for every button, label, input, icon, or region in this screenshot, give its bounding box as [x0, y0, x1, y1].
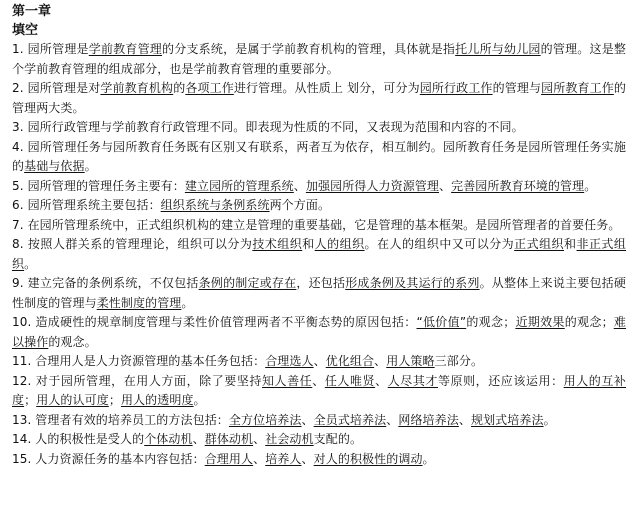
- answer-blank: 正式组织: [514, 237, 565, 251]
- answer-blank: 用人策略: [386, 354, 435, 368]
- question-text: 4. 园所管理任务与园所教育任务既有区别又有联系，两者互为依存，相互制约。园所教育任务是园所管理任务实施的: [12, 139, 626, 173]
- question-text: 13. 管理者有效的培养员工的方法包括：: [12, 412, 229, 427]
- answer-blank: 技术组织: [252, 237, 303, 251]
- question-text: 。: [584, 178, 597, 193]
- question-text: 的观念；: [564, 315, 614, 329]
- question-text: 。: [24, 256, 37, 271]
- answer-blank: 全方位培养法: [228, 412, 302, 427]
- question-text: 7. 在园所管理系统中，正式组织机构的建立是管理的重要基础，它是管理的基本框架。是园所管理者的首要任务。: [12, 217, 621, 232]
- question-text: 进行管理。从性质上 划分，可分为: [233, 81, 420, 95]
- question-text: 9. 建立完备的条例系统，不仅包括: [12, 276, 199, 290]
- question-item: [12, 138, 626, 177]
- answer-blank: 用人的认可度: [36, 393, 109, 407]
- answer-blank: 各项工作: [185, 81, 234, 95]
- question-text: 的管理。这是整个学前教育管理的组成部分，也是学前教育管理的重要部分。: [12, 42, 627, 76]
- question-text: 、: [253, 451, 266, 466]
- question-text: 的管理两大类。: [12, 81, 627, 115]
- question-text: 的观念；: [466, 315, 516, 329]
- answer-blank: 用人的互补度: [12, 373, 627, 407]
- question-item: [12, 216, 626, 236]
- question-text: ；: [24, 393, 37, 407]
- question-text: 、: [312, 373, 325, 388]
- question-item: [12, 235, 626, 274]
- answer-blank: 知人善任: [261, 373, 313, 388]
- question-text: 和: [302, 237, 315, 251]
- question-text: 支配的。: [313, 432, 363, 446]
- question-item: [12, 40, 626, 79]
- question-text: 的观念。: [48, 334, 97, 349]
- question-text: 6. 园所管理系统主要包括：: [12, 198, 161, 212]
- answer-blank: 建立园所的管理系统: [184, 178, 294, 193]
- question-text: 10. 造成硬性的规章制度管理与柔性价值管理两者不平衡态势的原因包括：: [12, 315, 417, 329]
- section-heading: 填空: [12, 23, 39, 38]
- question-text: 、: [313, 354, 326, 368]
- question-text: 、: [192, 432, 205, 446]
- question-item: [12, 196, 626, 216]
- question-text: 两个方面。: [269, 198, 331, 212]
- question-text: 8. 按照人群关系的管理理论，组织可以分为: [12, 237, 253, 251]
- answer-blank: 近期效果: [515, 315, 565, 329]
- answer-blank: 形成条例及其运行的系列: [345, 276, 480, 290]
- question-text: 5. 园所管理的管理任务主要有：: [12, 178, 185, 193]
- question-text: 的分支系统，是属于学前教育机构的管理，具体就是指: [162, 42, 456, 56]
- answer-blank: 合理用人: [204, 451, 254, 466]
- answer-blank: 全员式培养法: [313, 412, 387, 427]
- answer-blank: 任人唯贤: [324, 373, 376, 388]
- question-text: 12. 对于园所管理，在用人方面，除了要坚持: [12, 373, 262, 388]
- answer-blank: 合理选人: [265, 354, 314, 368]
- question-text: 3. 园所行政管理与学前教育行政管理不同。即表现为性质的不同，又表现为范围和内容的不同。: [12, 120, 524, 134]
- answer-blank: 个体动机: [144, 432, 193, 446]
- question-item: [12, 274, 626, 313]
- answer-blank: 用人的透明度: [120, 393, 194, 407]
- question-item: [12, 313, 626, 352]
- answer-blank: 园所教育工作: [541, 81, 614, 95]
- question-text: 、: [439, 178, 452, 193]
- question-item: [12, 177, 626, 197]
- question-text: 等原则，还应该运用：: [437, 373, 564, 388]
- question-text: 11. 合理用人是人力资源管理的基本任务包括：: [12, 354, 266, 368]
- question-item: [12, 430, 626, 450]
- question-text: 。: [84, 159, 97, 173]
- answer-blank: 网络培养法: [398, 412, 459, 427]
- question-item: [12, 79, 626, 118]
- answer-blank: 难以操作: [12, 315, 627, 349]
- question-item: [12, 450, 626, 470]
- answer-blank: 对人的积极性的调动: [313, 451, 423, 466]
- answer-blank: “低价值”: [416, 315, 467, 329]
- question-text: 14. 人的积极性是受人的: [12, 432, 145, 446]
- question-text: ，还包括: [296, 276, 346, 290]
- question-text: 、: [253, 432, 266, 446]
- question-text: 。从整体上来说主要包括硬性制度的管理与: [12, 276, 626, 310]
- question-text: 和: [564, 237, 577, 251]
- chapter-heading: 第一章: [12, 4, 52, 19]
- question-text: 、: [375, 373, 388, 388]
- question-item: [12, 411, 626, 431]
- question-text: 。: [193, 393, 206, 407]
- answer-blank: 学前教育管理: [88, 42, 163, 56]
- question-text: 2. 园所管理是对: [12, 81, 101, 95]
- question-text: 15. 人力资源任务的基本内容包括：: [12, 451, 205, 466]
- answer-blank: 优化组合: [325, 354, 375, 368]
- question-text: 、: [301, 451, 314, 466]
- question-text: 。在人的组织中又可以分为: [364, 237, 515, 251]
- answer-blank: 群体动机: [204, 432, 254, 446]
- question-text: 的: [173, 81, 186, 95]
- question-item: [12, 118, 626, 138]
- question-item: [12, 352, 626, 372]
- answer-blank: 学前教育机构: [100, 81, 174, 95]
- answer-blank: 人的组织: [314, 237, 365, 251]
- answer-blank: 基础与依据: [24, 159, 85, 173]
- question-text: 、: [386, 412, 399, 427]
- answer-blank: 组织系统与条例系统: [160, 198, 270, 212]
- question-list: [12, 40, 626, 469]
- question-text: 三部分。: [434, 354, 484, 368]
- answer-blank: 园所行政工作: [419, 81, 493, 95]
- answer-blank: 完善园所教育环境的管理: [451, 178, 585, 193]
- question-text: 、: [374, 354, 387, 368]
- question-text: 。: [181, 295, 194, 310]
- answer-blank: 非正式组织: [12, 237, 626, 271]
- question-text: 、: [293, 178, 306, 193]
- question-text: 1. 园所管理是: [12, 42, 89, 56]
- answer-blank: 托儿所与幼儿园: [455, 42, 541, 56]
- answer-blank: 社会动机: [265, 432, 314, 446]
- answer-blank: 条例的制定或存在: [198, 276, 297, 290]
- question-text: 。: [543, 412, 556, 427]
- answer-blank: 规划式培养法: [470, 412, 544, 427]
- question-text: ；: [108, 393, 121, 407]
- answer-blank: 人尽其才: [387, 373, 438, 388]
- question-text: 、: [458, 412, 471, 427]
- answer-blank: 培养人: [265, 451, 302, 466]
- question-text: 的管理与: [492, 81, 542, 95]
- answer-blank: 柔性制度的管理: [96, 295, 182, 310]
- question-text: 。: [422, 451, 435, 466]
- question-text: 、: [301, 412, 314, 427]
- question-item: [12, 372, 626, 411]
- answer-blank: 加强园所得人力资源管理: [305, 178, 439, 193]
